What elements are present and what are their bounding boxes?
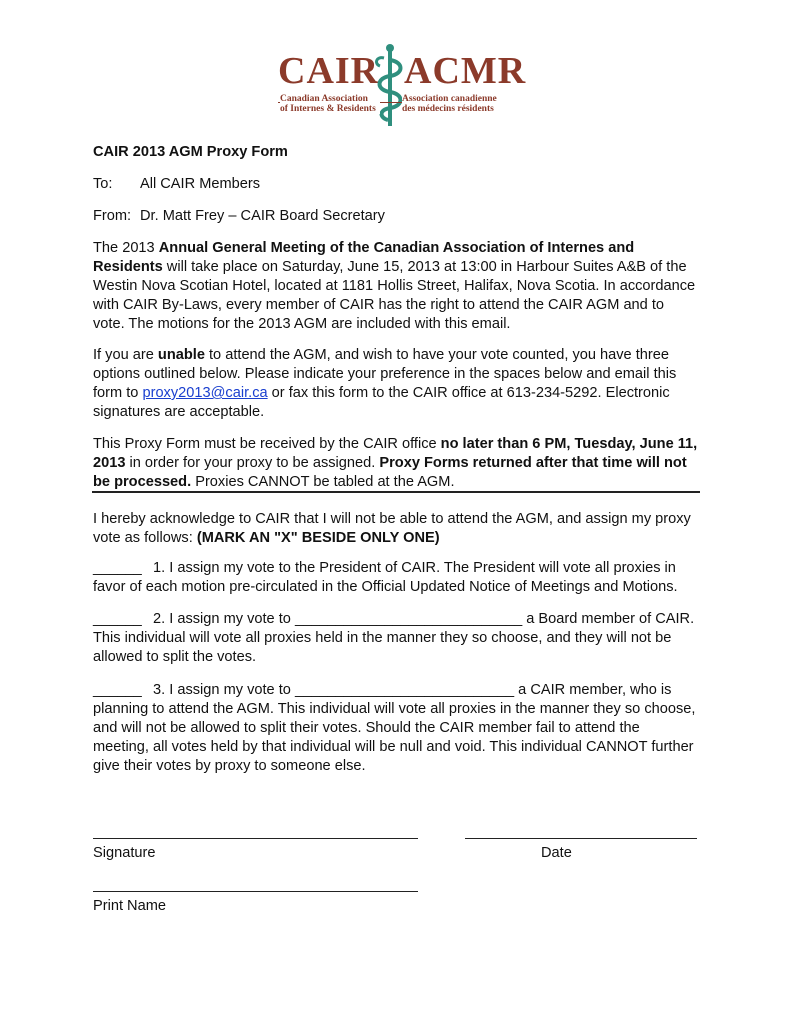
option-2-text: 2. I assign my vote to ____________________________ a Board member of CAIR. This individual will vote all proxies held in the manner they so choose, and they will not be allowed to split the votes. xyxy=(93,611,695,665)
print-name-line[interactable] xyxy=(93,891,418,892)
unable-post: or fax this form to the CAIR office at 613-234-5292. Electronic signatures are acceptable. xyxy=(93,385,670,420)
acknowledge-bold: (MARK AN "X" BESIDE ONLY ONE) xyxy=(196,530,440,546)
from-value: Dr. Matt Frey – CAIR Board Secretary xyxy=(140,208,385,224)
intro-bold: Annual General Meeting of the Canadian Association of Internes and Residents xyxy=(93,240,635,275)
section-divider xyxy=(92,491,700,493)
from-label: From: xyxy=(93,208,132,224)
to-value: All CAIR Members xyxy=(140,176,261,192)
intro-paragraph xyxy=(93,239,699,334)
deadline-pre: This Proxy Form must be received by the CAIR office xyxy=(93,436,441,452)
option-2-blank[interactable]: ______ xyxy=(93,611,142,627)
deadline-paragraph xyxy=(93,435,699,492)
form-title: CAIR 2013 AGM Proxy Form xyxy=(93,144,288,160)
logo-right-subtitle xyxy=(402,94,514,114)
unable-mid: to attend the AGM, and wish to have your vote counted, you have three options outlined below. Please indicate your preference in the spaces below and email this form to xyxy=(93,347,677,401)
deadline-post: Proxies CANNOT be tabled at the AGM. xyxy=(191,474,455,490)
logo-right-sub-line2: des médecins résidents xyxy=(402,104,494,114)
logo-left-sub-line2: of Internes & Residents xyxy=(280,104,376,114)
from-line xyxy=(93,207,385,226)
signature-label: Signature xyxy=(93,845,156,861)
logo-cair-text: CAIR xyxy=(278,50,380,92)
caduceus-icon xyxy=(370,42,410,128)
option-1-blank[interactable]: ______ xyxy=(93,560,142,576)
logo-left-subtitle xyxy=(280,94,380,114)
to-label: To: xyxy=(93,176,113,192)
signature-line[interactable] xyxy=(93,838,418,839)
date-label: Date xyxy=(541,845,572,861)
intro-post: will take place on Saturday, June 15, 2013 at 13:00 in Harbour Suites A&B of the Westin Nova Scotian Hotel, located at 1181 Hollis Street, Halifax, Nova Scotia. In accordance with CAIR By-Laws, every member of CAIR has the right to attend the CAIR AGM and to vote. The motions for the 2013 AGM are included with this email. xyxy=(93,259,696,332)
intro-pre: The 2013 xyxy=(93,240,159,256)
unable-bold: unable xyxy=(157,347,205,363)
option-1-text: 1. I assign my vote to the President of CAIR. The President will vote all proxies in favor of each motion pre-circulated in the Official Updated Notice of Meetings and Motions. xyxy=(93,560,678,595)
logo-acmr-text: ACMR xyxy=(404,50,527,92)
proxy-email-link[interactable]: proxy2013@cair.ca xyxy=(142,385,268,401)
logo-right-sub-line1: Association canadienne xyxy=(402,94,497,104)
option-3-text: 3. I assign my vote to ___________________________ a CAIR member, who is planning to attend the AGM. This individual will vote all proxies in the manner they so choose, and will not be allowed to split their votes. Should the CAIR member fail to attend the meeting, all votes held by that individual will be null and void. This individual CANNOT further give their votes by proxy to someone else. xyxy=(93,682,696,774)
proxy-option-1[interactable] xyxy=(93,559,699,597)
cair-acmr-logo xyxy=(278,42,527,128)
deadline-bold-date: no later than 6 PM, Tuesday, June 11, 2013 xyxy=(93,436,698,471)
deadline-mid: in order for your proxy to be assigned. xyxy=(125,455,380,471)
deadline-bold-notice: Proxy Forms returned after that time will not be processed. xyxy=(93,455,687,490)
print-name-label: Print Name xyxy=(93,898,166,914)
unable-pre: If you are xyxy=(93,347,158,363)
proxy-option-2[interactable] xyxy=(93,610,699,667)
to-line xyxy=(93,175,260,194)
proxy-option-3[interactable] xyxy=(93,681,699,776)
unable-paragraph xyxy=(93,346,693,422)
acknowledge-text: I hereby acknowledge to CAIR that I will not be able to attend the AGM, and assign my proxy vote as follows: xyxy=(93,511,691,546)
date-line[interactable] xyxy=(465,838,697,839)
option-3-blank[interactable]: ______ xyxy=(93,682,142,698)
logo-left-sub-line1: Canadian Association xyxy=(280,94,368,104)
acknowledge-paragraph xyxy=(93,510,693,548)
